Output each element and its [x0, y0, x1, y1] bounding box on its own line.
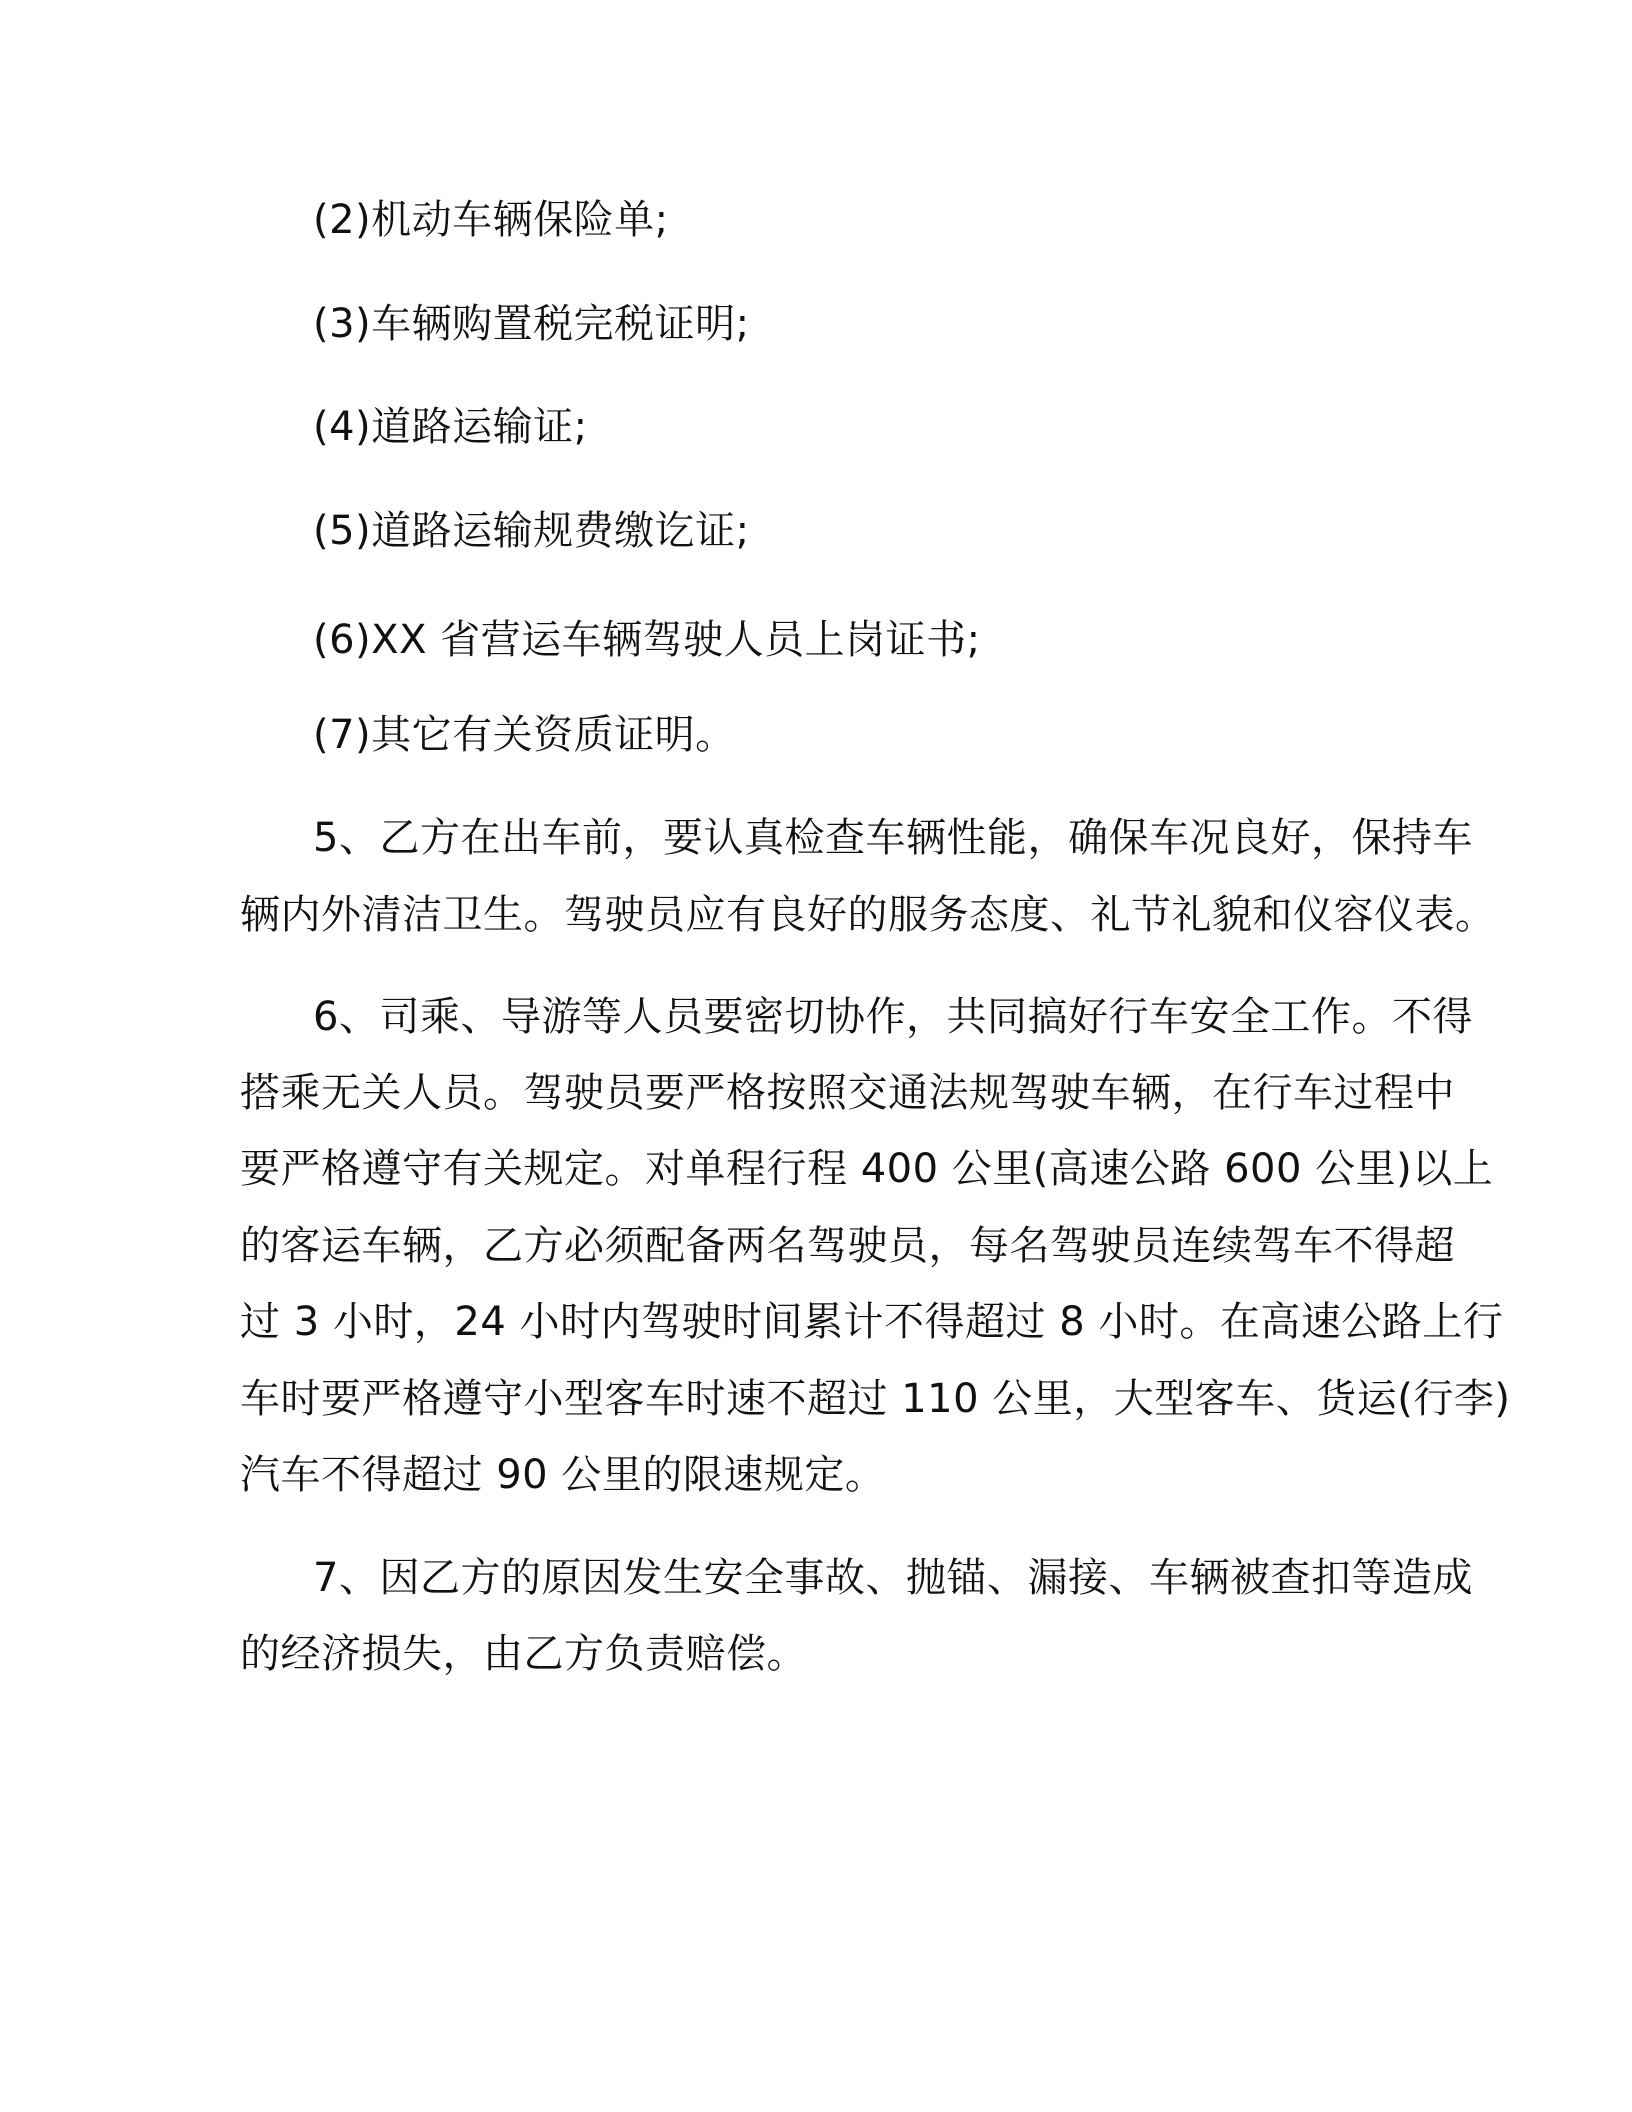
paragraph-line: 汽车不得超过 90 公里的限速规定。 — [240, 1452, 886, 1498]
paragraph-line: 过 3 小时，24 小时内驾驶时间累计不得超过 8 小时。在高速公路上行 — [240, 1299, 1504, 1345]
paragraph-line: 要严格遵守有关规定。对单程行程 400 公里(高速公路 600 公里)以上 — [240, 1146, 1494, 1192]
paragraph-line: 车时要严格遵守小型客车时速不超过 110 公里，大型客车、货运(行李) — [240, 1376, 1511, 1422]
list-item: (5)道路运输规费缴讫证; — [313, 508, 750, 554]
paragraph-line: 5、乙方在出车前，要认真检查车辆性能，确保车况良好，保持车 — [313, 815, 1473, 861]
list-item: (7)其它有关资质证明。 — [313, 712, 736, 758]
list-item: (6)XX 省营运车辆驾驶人员上岗证书; — [313, 617, 981, 663]
paragraph-line: 辆内外清洁卫生。驾驶员应有良好的服务态度、礼节礼貌和仪容仪表。 — [240, 892, 1496, 938]
list-item: (2)机动车辆保险单; — [313, 197, 669, 243]
paragraph-line: 7、因乙方的原因发生安全事故、抛锚、漏接、车辆被查扣等造成 — [313, 1555, 1473, 1601]
paragraph-line: 的客运车辆，乙方必须配备两名驾驶员，每名驾驶员连续驾车不得超 — [240, 1223, 1455, 1269]
paragraph-line: 的经济损失，由乙方负责赔偿。 — [240, 1631, 807, 1677]
list-item: (3)车辆购置税完税证明; — [313, 301, 750, 347]
list-item: (4)道路运输证; — [313, 404, 588, 450]
paragraph-line: 搭乘无关人员。驾驶员要严格按照交通法规驾驶车辆，在行车过程中 — [240, 1070, 1455, 1116]
paragraph-line: 6、司乘、导游等人员要密切协作，共同搞好行车安全工作。不得 — [313, 994, 1473, 1040]
